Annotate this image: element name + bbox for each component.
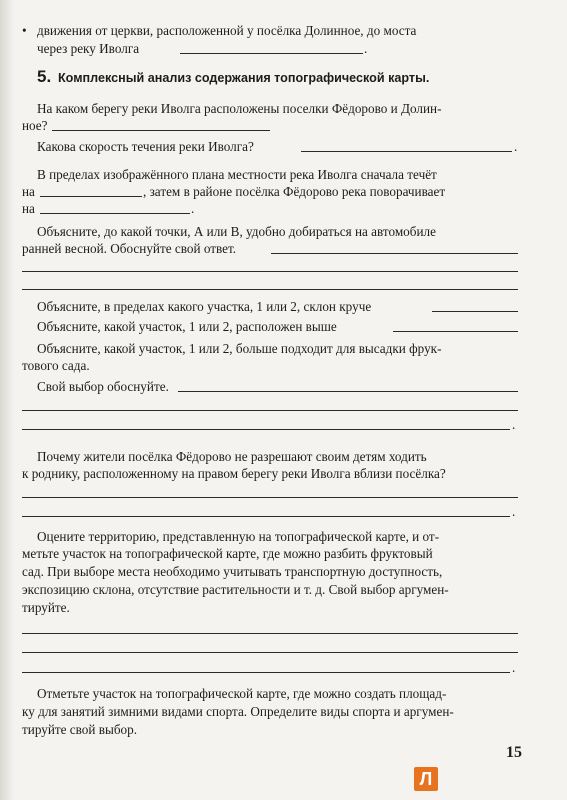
question-text: На каком берегу реки Иволга расположены поселки Фёдорово и Долин- (37, 101, 442, 116)
punct: . (514, 139, 518, 154)
punct: . (512, 417, 516, 432)
question-text: Объясните, в пределах какого участка, 1 или 2, склон круче (37, 299, 372, 314)
question-text: ку для занятий зимними видами спорта. Определите виды спорта и аргумен- (22, 704, 454, 719)
text-line: движения от церкви, расположенной у посёлка Долинное, до моста (37, 23, 417, 38)
answer-line[interactable] (22, 633, 518, 634)
punct: . (191, 201, 195, 216)
question-text: ранней весной. Обоснуйте свой ответ. (22, 241, 237, 256)
question-text: тируйте. (22, 600, 70, 615)
punct: . (512, 504, 516, 519)
question-text: Объясните, какой участок, 1 или 2, расположен выше (37, 319, 337, 334)
question-text: метьте участок на топографической карте, где можно разбить фруктовый (22, 546, 433, 561)
page-gutter-shadow (0, 0, 14, 800)
section-title: Комплексный анализ содержания топографической карты. (58, 71, 430, 85)
question-text: Отметьте участок на топографической карте, где можно создать площад- (37, 686, 447, 701)
question-text: экспозицию склона, отсутствие растительности и т. д. Свой выбор аргумен- (22, 582, 449, 597)
answer-line[interactable] (40, 196, 142, 197)
question-text: Оцените территорию, представленную на топографической карте, и от- (37, 529, 440, 544)
question-text: Свой выбор обоснуйте. (37, 379, 169, 394)
question-text: на (22, 184, 35, 199)
page-number: 15 (506, 744, 522, 761)
answer-line[interactable] (432, 311, 518, 312)
answer-line[interactable] (180, 53, 363, 54)
answer-line[interactable] (393, 331, 518, 332)
question-text: В пределах изображённого плана местности река Иволга сначала течёт (37, 167, 437, 182)
punct: . (364, 41, 368, 56)
question-text: Объясните, до какой точки, А или В, удобно добираться на автомобиле (37, 224, 436, 239)
answer-line[interactable] (301, 151, 512, 152)
question-text: ное? (22, 118, 48, 133)
question-text: Какова скорость течения реки Иволга? (37, 139, 254, 154)
answer-line[interactable] (22, 497, 518, 498)
answer-line[interactable] (22, 410, 518, 411)
question-text: сад. При выборе места необходимо учитывать транспортную доступность, (22, 564, 443, 579)
section-number: 5. (37, 67, 52, 86)
question-text: тового сада. (22, 358, 90, 373)
answer-line[interactable] (22, 516, 510, 517)
answer-line[interactable] (22, 672, 510, 673)
answer-line[interactable] (52, 130, 270, 131)
answer-line[interactable] (178, 391, 518, 392)
question-text: на (22, 201, 35, 216)
question-text: , затем в районе посёлка Фёдорово река поворачивает (143, 184, 446, 199)
bullet: • (22, 23, 27, 38)
publisher-logo-icon: Л (414, 767, 438, 791)
answer-line[interactable] (22, 271, 518, 272)
answer-line[interactable] (40, 213, 190, 214)
text-line: через реку Иволга (37, 41, 140, 56)
punct: . (512, 660, 516, 675)
question-text: к роднику, расположенному на правом берегу реки Иволга вблизи посёлка? (22, 466, 446, 481)
answer-line[interactable] (271, 253, 518, 254)
question-text: Объясните, какой участок, 1 или 2, больше подходит для высадки фрук- (37, 341, 442, 356)
answer-line[interactable] (22, 429, 510, 430)
answer-line[interactable] (22, 652, 518, 653)
answer-line[interactable] (22, 289, 518, 290)
question-text: Почему жители посёлка Фёдорово не разрешают своим детям ходить (37, 449, 427, 464)
question-text: тируйте свой выбор. (22, 722, 138, 737)
